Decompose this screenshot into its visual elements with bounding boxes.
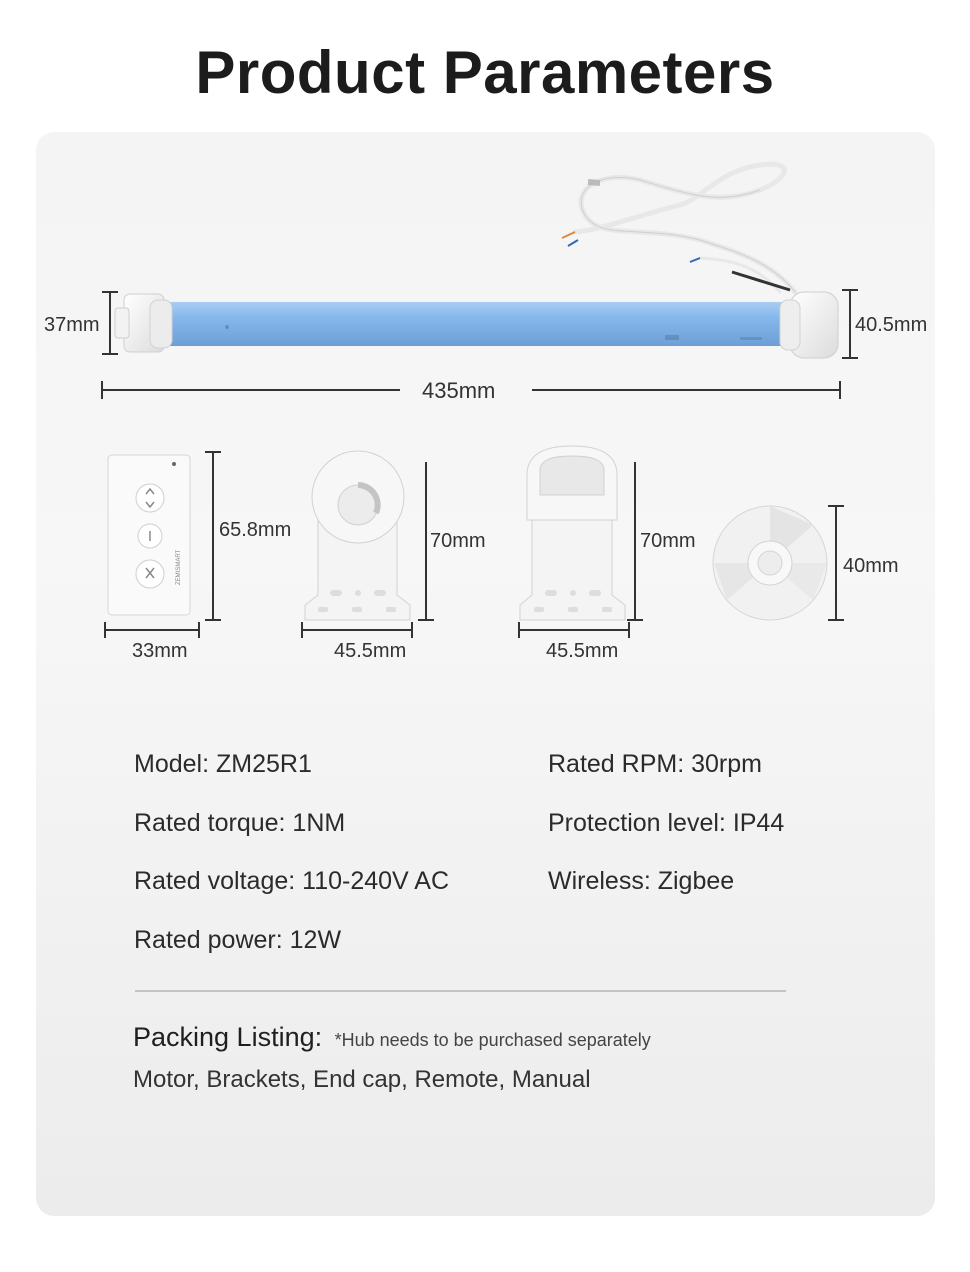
spec-voltage: Rated voltage: 110-240V AC: [134, 867, 450, 895]
packing-header: [133, 1022, 651, 1053]
spec-power: Rated power: 12W: [134, 925, 342, 954]
dim-endcap-diameter: 40mm: [843, 555, 899, 577]
end-cap: [713, 506, 827, 620]
specs-right-column: [548, 744, 784, 920]
svg-text:ZEMISMART: ZEMISMART: [176, 549, 182, 585]
dim-motor-right-diameter: 40.5mm: [855, 314, 928, 336]
divider: [135, 990, 786, 992]
dim-bracket2-height: 70mm: [640, 530, 696, 552]
motor-right-head: [780, 292, 838, 358]
spec-wireless: Wireless: Zigbee: [548, 867, 735, 895]
motor-tube: [150, 302, 810, 346]
dim-motor-length: 435mm: [422, 378, 496, 403]
packing-items: Motor, Brackets, End cap, Remote, Manual: [133, 1066, 591, 1093]
motor-left-cap: [115, 294, 172, 352]
spec-rpm: Rated RPM: 30rpm: [548, 750, 762, 778]
page-title: Product Parameters: [195, 39, 775, 106]
bracket-round: [305, 451, 410, 620]
packing-title: Packing Listing:: [133, 1022, 323, 1052]
dim-remote-width: 33mm: [132, 640, 188, 662]
packing-note: *Hub needs to be purchased separately: [334, 1030, 651, 1050]
dim-bracket1-width: 45.5mm: [334, 640, 407, 662]
motor-cable: [575, 164, 795, 292]
spec-protection: Protection level: IP44: [548, 808, 785, 837]
dim-bracket2-width: 45.5mm: [546, 640, 619, 662]
dim-motor-left-diameter: 37mm: [44, 314, 100, 336]
specs-left-column: [134, 744, 449, 978]
remote-control: [108, 455, 190, 615]
dim-bracket1-height: 70mm: [430, 530, 486, 552]
spec-model: Model: ZM25R1: [134, 750, 312, 778]
dim-remote-height: 65.8mm: [219, 519, 292, 541]
bracket-hanger: [520, 446, 625, 620]
spec-torque: Rated torque: 1NM: [134, 808, 346, 837]
